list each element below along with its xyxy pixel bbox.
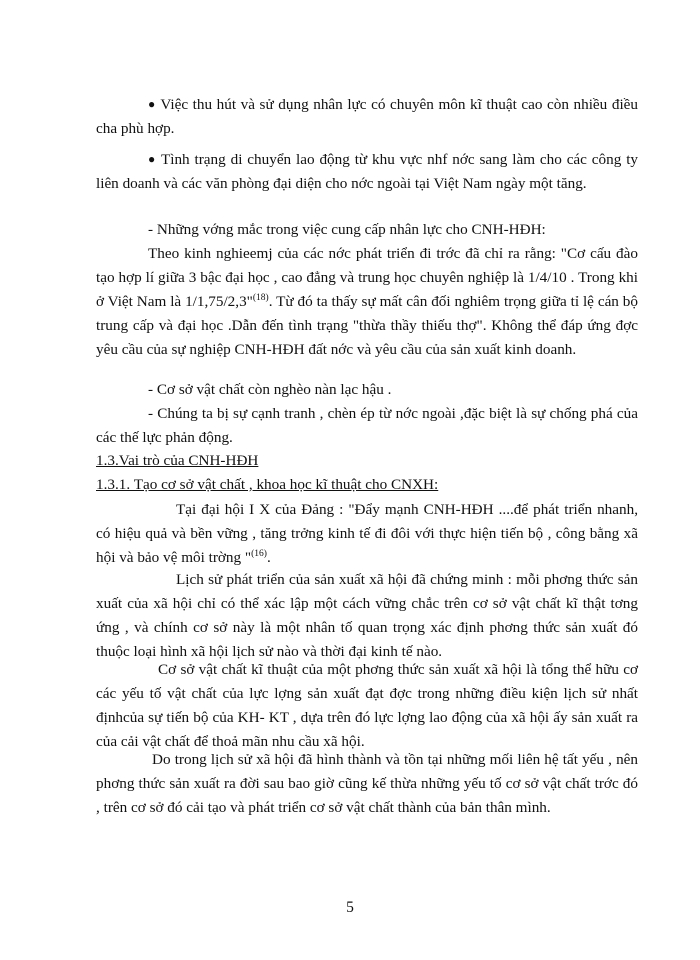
page-number: 5 xyxy=(346,899,354,916)
section-heading: 1.3.Vai trò của CNH-HĐH xyxy=(96,452,259,469)
paragraph-obstacles: - Những vớng mắc trong việc cung cấp nhân lực cho CNH-HĐH: xyxy=(148,221,546,238)
footnote-ref: (16) xyxy=(251,549,267,559)
bullet-icon: ● xyxy=(148,97,157,111)
paragraph-history: Lịch sử phát triển của sản xuất xã hội đã chứng minh : mỗi phơng thức sản xuất của xã hội chỉ có thể xác lập một cách vững chắc trên cơ sở vật chất kĩ thật tơng ứng , và chính cơ sở này là một nhân tố quan trọng xác định phơng thức sản xuất đó thuộc loại hình xã hội lịch sử nào và thời đại kinh tế nào. xyxy=(96,571,638,660)
paragraph-text: Theo kinh nghieemj của các nớc phát triển đi trớc đã chỉ ra rằng: "Cơ cấu đào tạo hợp lí giữa 3 bậc đại học , cao đẳng và trung học chuyên nghiệp là 1/4/10 . Trong khi ở Việt Nam là 1/1,75/2,3" xyxy=(96,245,638,310)
footnote-ref: (18) xyxy=(252,293,269,303)
bullet-icon: ● xyxy=(148,152,157,166)
subsection-heading: 1.3.1. Tạo cơ sở vật chất , khoa học kĩ thuật cho CNXH: xyxy=(96,476,439,493)
paragraph-congress xyxy=(96,498,638,570)
paragraph-text: Tại đại hội I X của Đảng : "Đẩy mạnh CNH-HĐH ....để phát triển nhanh, có hiệu quả và bền vững , tăng trởng kinh tế đi đôi với thực hiện tiến bộ , công bằng xã hội và bảo vệ môi trờng " xyxy=(96,501,638,566)
paragraph-inheritance: Do trong lịch sử xã hội đã hình thành và tồn tại những mối liên hệ tất yếu , nên phơng thức sản xuất ra đời sau bao giờ cũng kế thừa những yếu tố cơ sở vật chất trớc đó , trên cơ sở đó cải tạo và phát triển cơ sở vật chất thành của bản thân mình. xyxy=(96,751,638,816)
paragraph-text: . xyxy=(266,549,271,566)
paragraph-facilities: - Cơ sở vật chất còn nghèo nàn lạc hậu . xyxy=(148,381,392,398)
paragraph-text: Tình trạng di chuyển lao động từ khu vực nhf nớc sang làm cho các công ty liên doanh và các văn phòng đại diện cho nớc ngoài tại Việt Nam ngày một tăng. xyxy=(96,151,639,192)
paragraph-technical-base: Cơ sở vật chất kĩ thuật của một phơng thức sản xuất xã hội là tổng thể hữu cơ các yếu tố vật chất của lực lợng sản xuất đạt đợc trong những điều kiện lịch sử nhất địnhcủa sự tiến bộ của KH- KT , dựa trên đó lực lợng lao động của xã hội ấy sản xuất ra của cải vật chất để thoả mãn nhu cầu xã hội. xyxy=(96,661,638,750)
paragraph-text: . Từ đó ta thấy sự mất cân đối nghiêm trọng giữa tỉ lệ cán bộ trung cấp và đại học .Dẫn đến tình trạng "thừa thầy thiếu thợ". Không thể đáp ứng đợc yêu cầu của sự nghiệp CNH-HĐH đất nớc và yêu cầu của sản xuất kinh doanh. xyxy=(96,293,638,358)
bullet-paragraph-1 xyxy=(96,92,638,141)
paragraph-text: Việc thu hút và sử dụng nhân lực có chuyên môn kĩ thuật cao còn nhiều điều cha phù hợp. xyxy=(96,96,638,137)
paragraph-experience xyxy=(96,242,638,362)
bullet-paragraph-2 xyxy=(96,147,638,196)
paragraph-competition: - Chúng ta bị sự cạnh tranh , chèn ép từ nớc ngoài ,đặc biệt là sự chống phá của các thế lực phản động. xyxy=(96,405,638,446)
